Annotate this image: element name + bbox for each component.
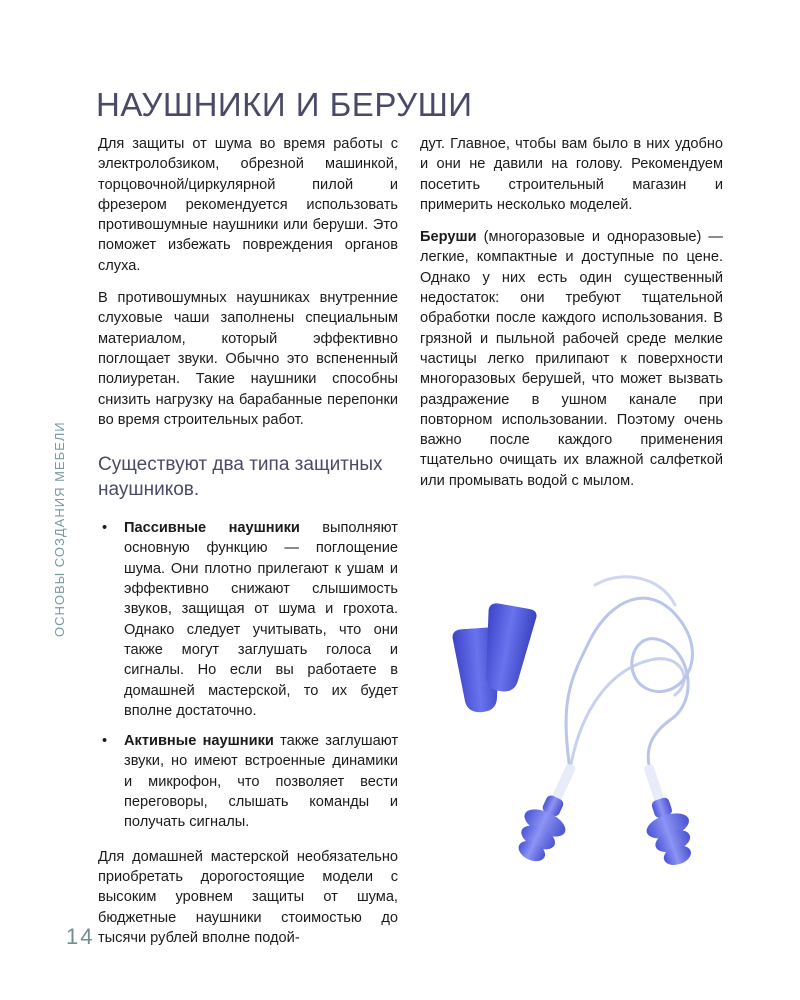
active-description: также заглушают звуки, но имеют встроенные динамики и микрофон, что позволяет вести переговоры, слышать команды и получать сигналы. [124,733,399,831]
right-column [420,134,723,503]
headphone-types-list [124,518,398,832]
list-item-passive [124,518,398,721]
list-item-active [124,731,398,832]
paragraph-earplugs [420,227,723,491]
earplugs-term: Беруши [420,229,477,246]
earplug-cord-icon [566,577,692,770]
passive-description: выполняют основную функцию — поглощение шума. Они плотно прилегают к ушам и эффективно снижают слышимость звуков, защищая от шума и грохота. Однако следует учитывать, что они также могут заглушать голоса и сигналы. Но если вы работаете в домашней мастерской, то их будет вполне достаточно. [124,520,398,719]
page-number: 14 [66,924,95,949]
section-side-label: ОСНОВЫ СОЗДАНИЯ МЕБЕЛИ [52,421,67,637]
page-title: НАУШНИКИ И БЕРУШИ [96,86,473,123]
corded-earplug-icon [627,758,701,871]
paragraph-headphones: В противошумных наушниках внутренние слуховые чаши заполнены специальным материалом, который эффективно поглощает звуки. Обычно это вспененный полиуретан. Такие наушники способны снизить нагрузку на барабанные перепонки во время строительных работ. [98,290,398,428]
earplugs-illustration [420,560,720,890]
earplugs-description: (многоразовые и одноразовые) — легкие, компактные и доступные по цене. Однако у них есть один существенный недостаток: они требуют тщательной обработки после каждого использования. В грязной и пыльной рабочей среде мелкие частицы легко прилипают к поверхности многоразовых берушей, что может вызвать раздражение в ушном канале при повторном использовании. Поэтому очень важно после каждого применения тщательно очищать их влажной салфеткой или промывать водой с мылом. [420,229,723,489]
section-subheading: Существуют два типа защитных наушников. [98,454,383,501]
paragraph-budget: Для домашней мастерской необязательно приобретать дорогостоящие модели с высоким уровнем защиты от шума, бюджетные наушники стоимостью до тысячи рублей вполне подой- [98,848,398,946]
corded-earplug-icon [508,756,592,869]
paragraph-continuation: дут. Главное, чтобы вам было в них удобно и они не давили на голову. Рекомендуем посетить строительный магазин и примерить несколько моделей. [420,136,723,213]
passive-term: Пассивные наушники [124,520,300,537]
paragraph-intro: Для защиты от шума во время работы с электролобзиком, обрезной машинкой, торцовочной/циркулярной пилой и фрезером рекомендуется использовать противошумные наушники или беруши. Это поможет избежать повреждения органов слуха. [98,136,398,274]
left-column [98,134,399,960]
active-term: Активные наушники [124,733,274,750]
